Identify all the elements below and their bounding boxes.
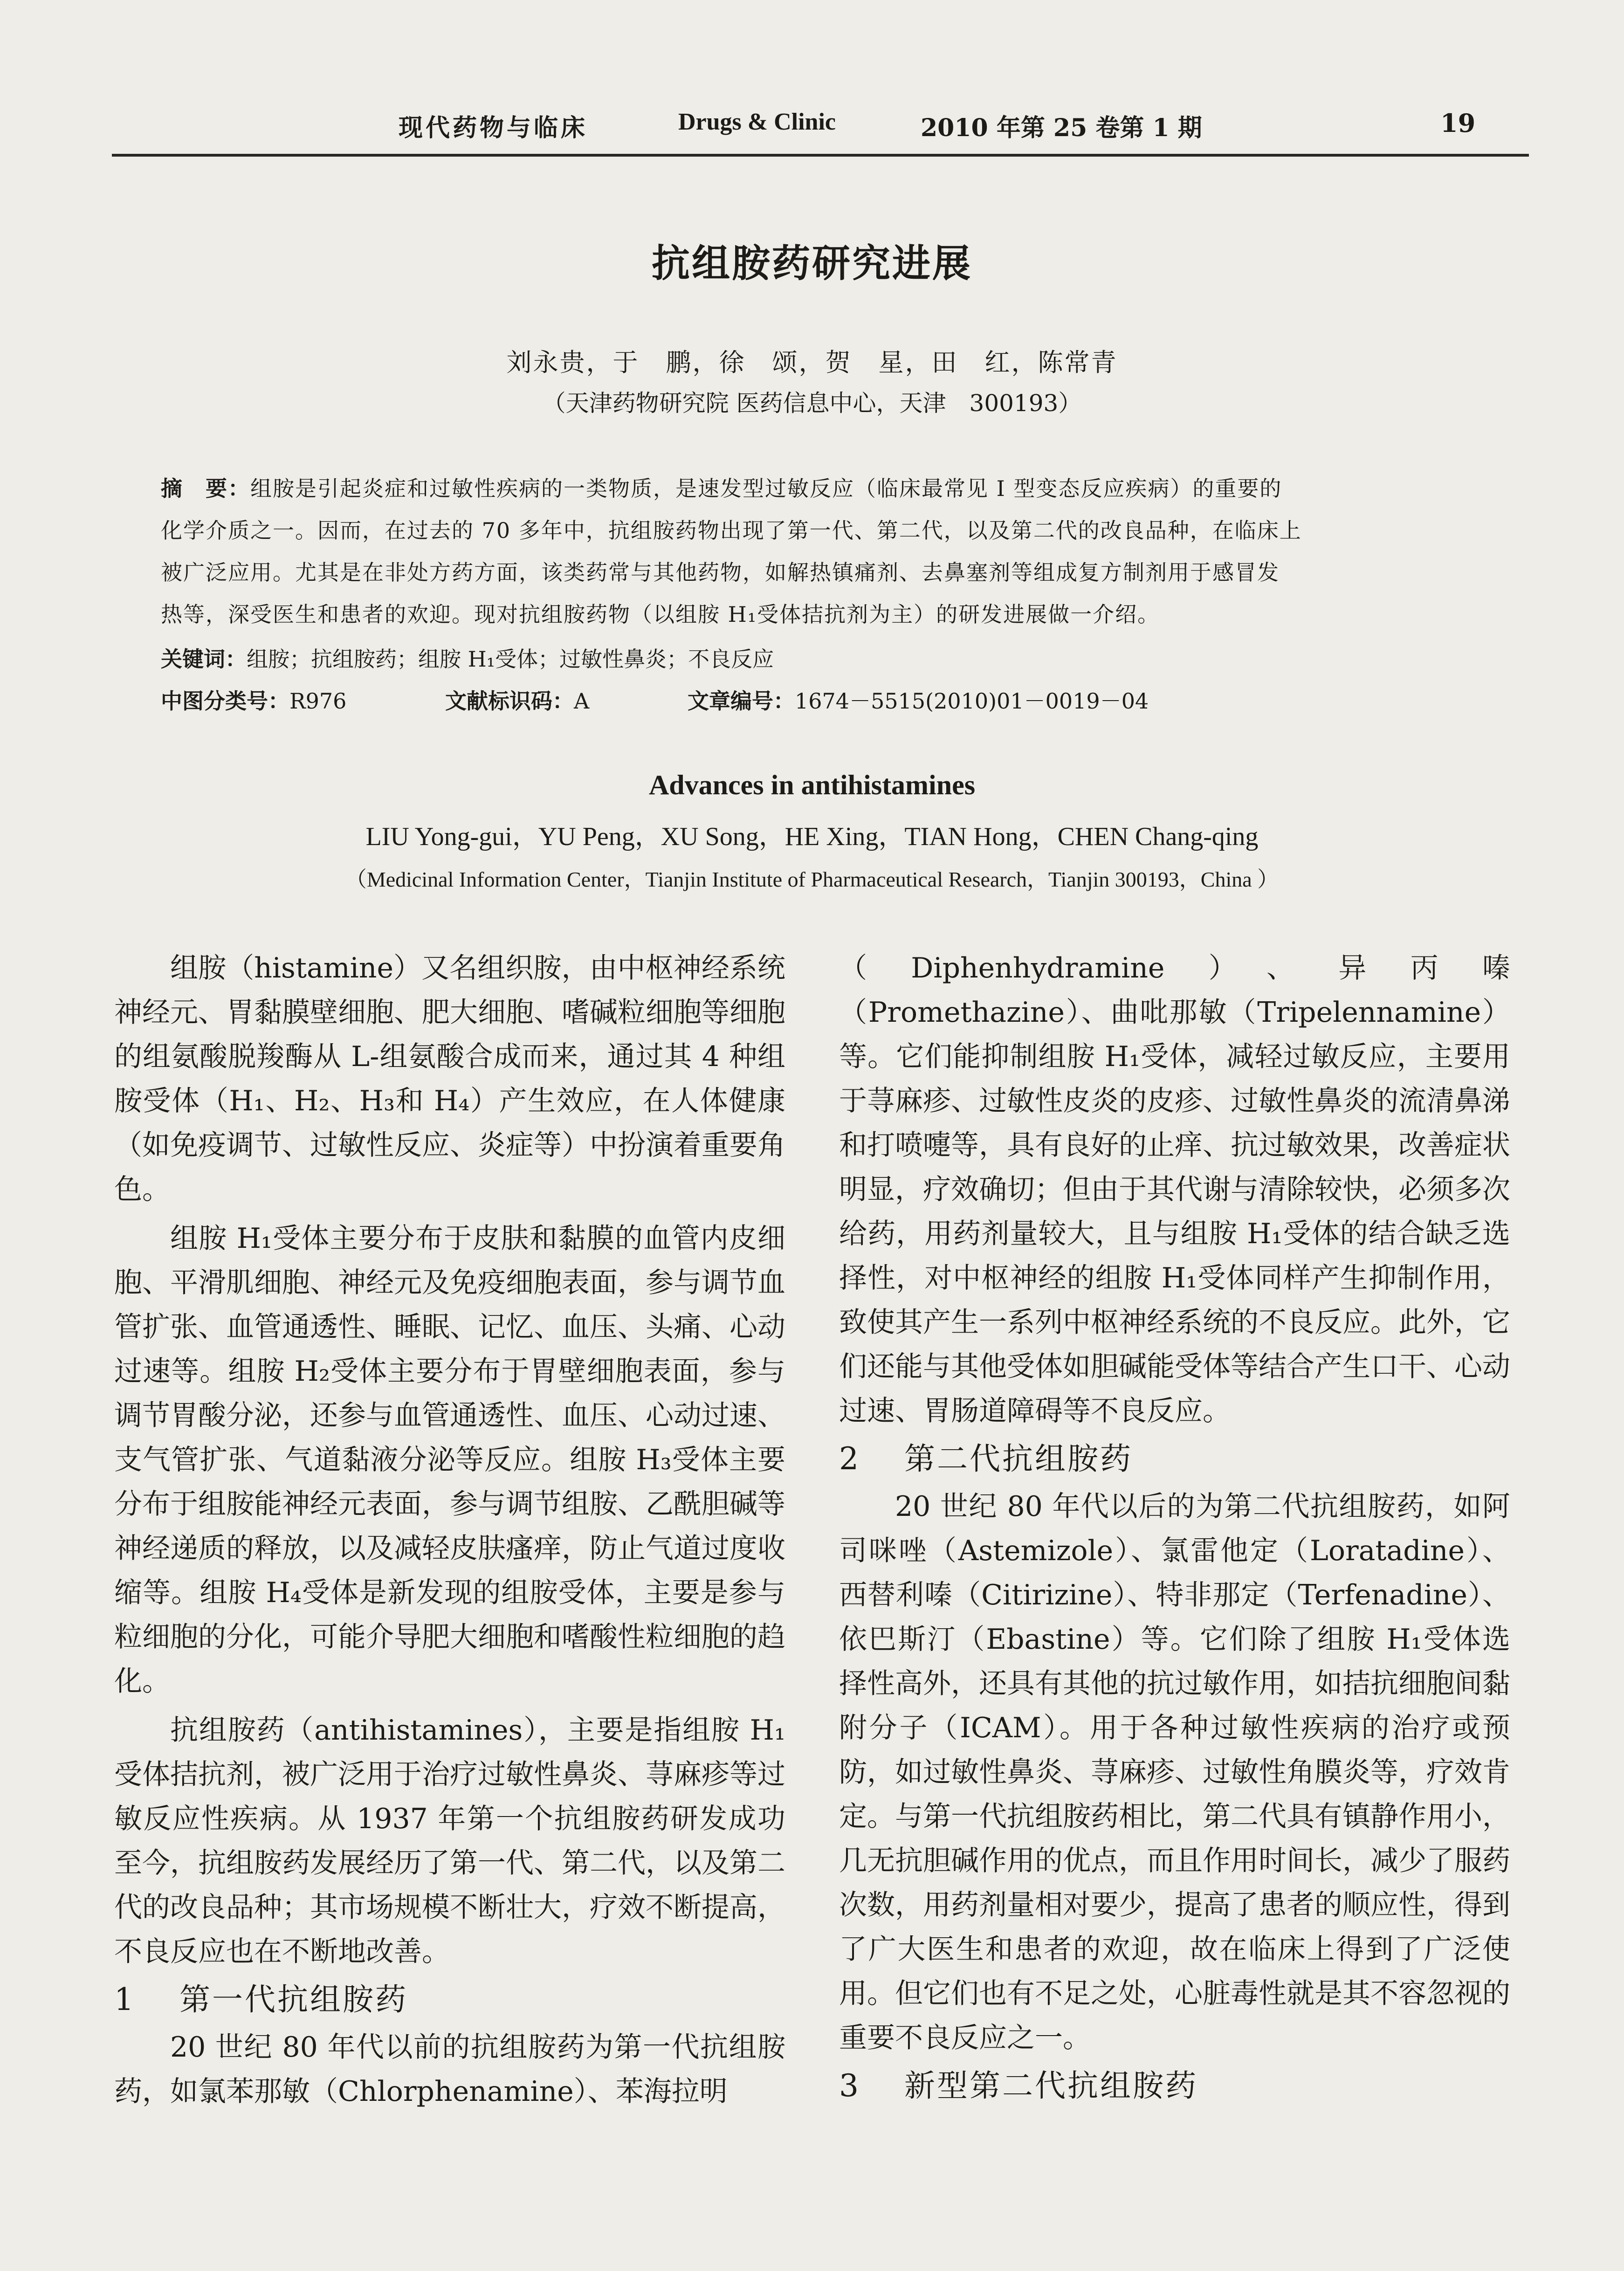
body-paragraph: 抗组胺药（antihistamines），主要是指组胺 H₁受体拮抗剂，被广泛用于治疗过敏性鼻炎、荨麻疹等过敏反应性疾病。从 1937 年第一个抗组胺药研发成功至今，抗组胺药发展经历了第一代、第二代，以及第二代的改良品种；其市场规模不断壮大，疗效不断提高，不良反应也在不断地改善。 [114, 1714, 785, 1968]
section-heading: 1 第一代抗组胺药 [114, 1982, 408, 2017]
issue-info: 2010 年第 25 卷第 1 期 [921, 114, 1202, 142]
article-title: 抗组胺药研究进展 [651, 241, 972, 286]
abstract-line: 热等，深受医生和患者的欢迎。现对抗组胺药物（以组胺 H₁受体拮抗剂为主）的研发进展做一介绍。 [161, 602, 1160, 627]
body-paragraph: 组胺（histamine）又名组织胺，由中枢神经系统神经元、胃黏膜壁细胞、肥大细胞、嗜碱粒细胞等细胞的组氨酸脱羧酶从 L-组氨酸合成而来，通过其 4 种组胺受体（H₁、H₂、H₃和 H₄）产生效应，在人体健康（如免疫调节、过敏性反应、炎症等）中扮演着重要角色。 [114, 952, 785, 1206]
body-column-right [839, 946, 1510, 2112]
abstract-line: 摘 要：组胺是引起炎症和过敏性疾病的一类物质，是速发型过敏反应（临床最常见 I 型变态反应疾病）的重要的 [161, 476, 1282, 501]
body-paragraph: 20 世纪 80 年代以后的为第二代抗组胺药，如阿司咪唑（Astemizole）、氯雷他定（Loratadine）、西替利嗪（Citirizine）、特非那定（Terfenadine）、依巴斯汀（Ebastine）等。它们除了组胺 H₁受体选择性高外，还具有其他的抗过敏作用，如拮抗细胞间黏附分子（ICAM）。用于各种过敏性疾病的治疗或预防，如过敏性鼻炎、荨麻疹、过敏性角膜炎等，疗效肯定。与第一代抗组胺药相比，第二代具有镇静作用小，几无抗胆碱作用的优点，而且作用时间长，减少了服药次数，用药剂量相对要少，提高了患者的顺应性，得到了广大医生和患者的欢迎，故在临床上得到了广泛使用。但它们也有不足之处，心脏毒性就是其不容忽视的重要不良反应之一。 [839, 1490, 1510, 2054]
abstract-label: 摘 要： [161, 476, 250, 501]
header-rule [112, 154, 1529, 157]
abstract-line: 化学介质之一。因而，在过去的 70 多年中，抗组胺药物出现了第一代、第二代，以及第二代的改良品种，在临床上 [161, 518, 1302, 543]
english-authors: LIU Yong-gui，YU Peng，XU Song，HE Xing，TIAN Hong，CHEN Chang-qing [365, 822, 1259, 851]
body-column-left [114, 946, 785, 2114]
abstract-line: 被广泛应用。尤其是在非处方药方面，该类药常与其他药物，如解热镇痛剂、去鼻塞剂等组成复方制剂用于感冒发 [161, 560, 1280, 585]
english-title: Advances in antihistamines [648, 770, 976, 800]
journal-name-cn: 现代药物与临床 [399, 114, 588, 142]
clc-number: 中图分类号：R976 [161, 688, 347, 714]
page-number: 19 [1440, 108, 1476, 138]
article-number: 文章编号：1674－5515(2010)01－0019－04 [688, 688, 1149, 714]
journal-name-en: Drugs & Clinic [678, 109, 836, 135]
body-paragraph: 组胺 H₁受体主要分布于皮肤和黏膜的血管内皮细胞、平滑肌细胞、神经元及免疫细胞表面，参与调节血管扩张、血管通透性、睡眠、记忆、血压、头痛、心动过速等。组胺 H₂受体主要分布于胃壁细胞表面，参与调节胃酸分泌，还参与血管通透性、血压、心动过速、支气管扩张、气道黏液分泌等反应。组胺 H₃受体主要分布于组胺能神经元表面，参与调节组胺、乙酰胆碱等神经递质的释放，以及减轻皮肤瘙痒，防止气道过度收缩等。组胺 H₄受体是新发现的组胺受体，主要是参与粒细胞的分化，可能介导肥大细胞和嗜酸性粒细胞的趋化。 [114, 1222, 785, 1698]
section-heading: 2 第二代抗组胺药 [839, 1441, 1133, 1477]
affiliation: （天津药物研究院 医药信息中心，天津 300193） [542, 390, 1082, 417]
document-code: 文献标识码：A [445, 688, 590, 714]
keywords [161, 642, 774, 673]
body-paragraph: （Diphenhydramine）、异丙嗪（Promethazine）、曲吡那敏（Tripelennamine）等。它们能抑制组胺 H₁受体，减轻过敏反应，主要用于荨麻疹、过敏性皮炎的皮疹、过敏性鼻炎的流清鼻涕和打喷嚏等，具有良好的止痒、抗过敏效果，改善症状明显，疗效确切；但由于其代谢与清除较快，必须多次给药，用药剂量较大，且与组胺 H₁受体的结合缺乏选择性，对中枢神经的组胺 H₁受体同样产生抑制作用，致使其产生一系列中枢神经系统的不良反应。此外，它们还能与其他受体如胆碱能受体等结合产生口干、心动过速、胃肠道障碍等不良反应。 [839, 952, 1510, 1427]
body-paragraph: 20 世纪 80 年代以前的抗组胺药为第一代抗组胺药，如氯苯那敏（Chlorphenamine）、苯海拉明 [114, 2031, 785, 2108]
author-list: 刘永贵，于 鹏，徐 颂，贺 星，田 红，陈常青 [506, 348, 1118, 377]
section-heading: 3 新型第二代抗组胺药 [839, 2068, 1198, 2104]
english-affiliation: （Medicinal Information Center，Tianjin Institute of Pharmaceutical Research，Tianjin 300193，China ） [345, 867, 1279, 891]
keywords-text: 组胺；抗组胺药；组胺 H₁受体；过敏性鼻炎；不良反应 [247, 647, 774, 672]
keywords-label: 关键词： [161, 647, 247, 672]
